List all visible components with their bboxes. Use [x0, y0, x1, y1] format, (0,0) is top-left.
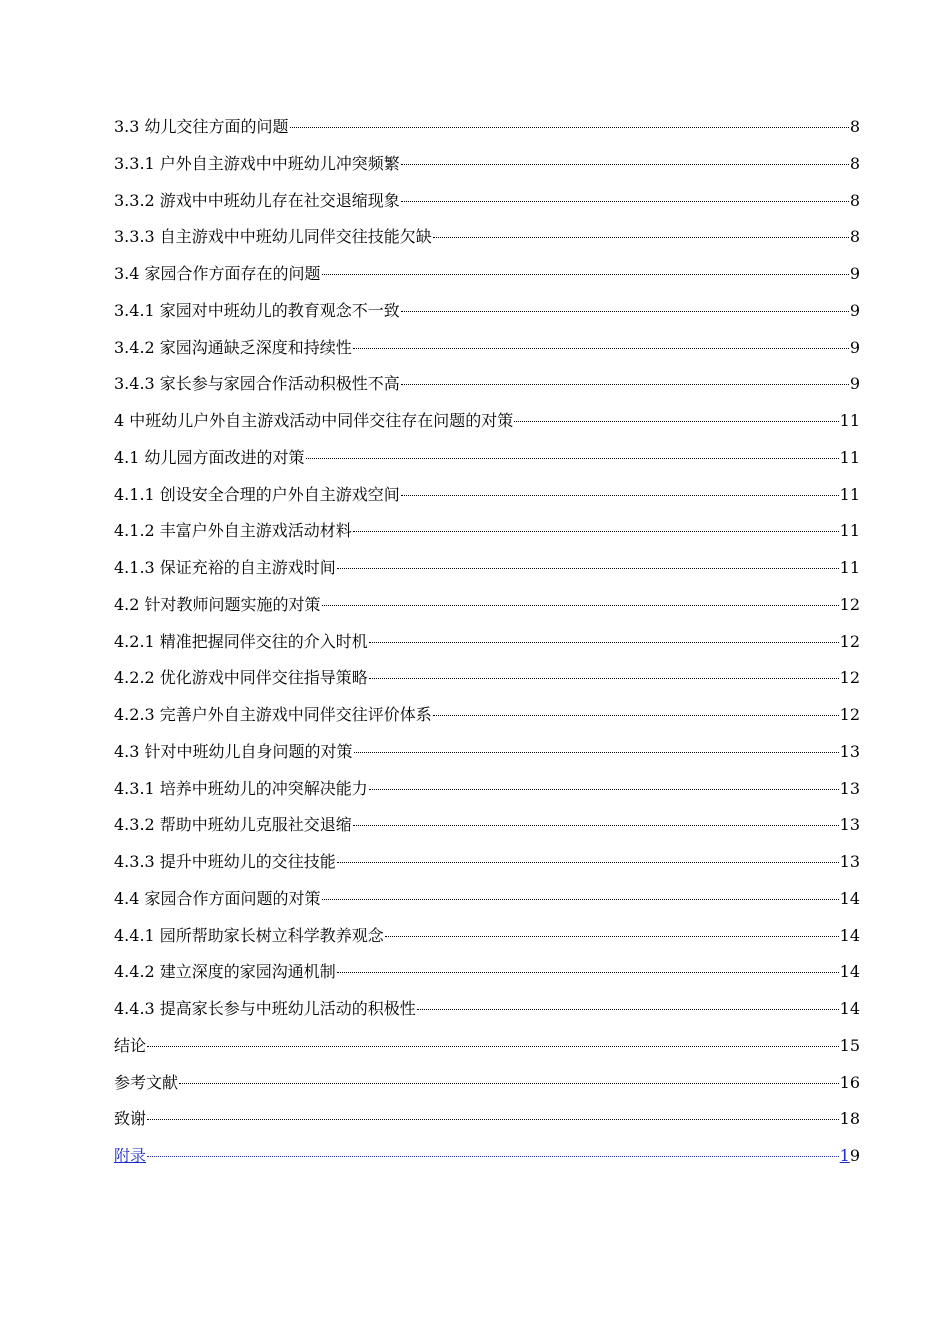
toc-entry[interactable]: [114, 844, 860, 881]
toc-entry-title: 3.4.1 家园对中班幼儿的教育观念不一致: [114, 300, 400, 320]
toc-entry-title: 3.4 家园合作方面存在的问题: [114, 264, 321, 283]
toc-entry-title: 致谢: [114, 1109, 147, 1129]
toc-entry[interactable]: [114, 624, 860, 661]
toc-entry-page: 9: [849, 337, 860, 357]
toc-entry-page: 13: [839, 741, 860, 761]
toc-entry[interactable]: [114, 256, 860, 293]
toc-entry-title: 4.2.2 优化游戏中同伴交往指导策略: [114, 668, 368, 688]
toc-entry-title: 4.3.3 提升中班幼儿的交往技能: [114, 852, 336, 871]
toc-entry[interactable]: [114, 881, 860, 918]
toc-entry[interactable]: [114, 734, 860, 771]
toc-dot-leader: [147, 1118, 839, 1120]
toc-entry-appendix-link[interactable]: [114, 1138, 860, 1175]
toc-entry[interactable]: [114, 1028, 860, 1065]
toc-dot-leader: [354, 751, 839, 753]
toc-dot-leader: [322, 898, 839, 900]
toc-dot-leader: [147, 1155, 839, 1157]
toc-entry-page: 18: [839, 1109, 860, 1129]
toc-entry[interactable]: [114, 1101, 860, 1138]
toc-entry-page: 11: [839, 484, 860, 504]
toc-entry-page: 9: [849, 374, 860, 394]
toc-entry-title: 4.2.3 完善户外自主游戏中同伴交往评价体系: [114, 705, 432, 724]
toc-dot-leader: [369, 677, 839, 679]
toc-entry-page: 14: [839, 888, 860, 908]
toc-entry[interactable]: [114, 183, 860, 220]
toc-dot-leader: [433, 714, 839, 716]
toc-page-link-digit[interactable]: 1: [839, 1146, 850, 1165]
toc-entry-title: 参考文献: [114, 1072, 179, 1092]
toc-dot-leader: [385, 935, 839, 937]
toc-entry-page: 9: [849, 264, 860, 283]
toc-entry[interactable]: [114, 146, 860, 183]
toc-entry[interactable]: [114, 440, 860, 477]
toc-dot-leader: [417, 1008, 839, 1010]
toc-entry-page: 8: [849, 227, 860, 247]
toc-entry-title: 4.3.2 帮助中班幼儿克服社交退缩: [114, 815, 352, 835]
toc-entry-title: 3.3.1 户外自主游戏中中班幼儿冲突频繁: [114, 153, 400, 173]
toc-entry-title: 结论: [114, 1035, 147, 1055]
toc-dot-leader: [322, 604, 839, 606]
toc-entry-title: 4.3 针对中班幼儿自身问题的对策: [114, 741, 353, 761]
toc-entry-title: 4.1.2 丰富户外自主游戏活动材料: [114, 521, 352, 541]
toc-entry[interactable]: [114, 109, 860, 146]
toc-entry-page: 12: [839, 594, 860, 614]
toc-entry-page: 14: [839, 925, 860, 945]
toc-entry[interactable]: [114, 918, 860, 955]
toc-dot-leader: [337, 861, 839, 863]
toc-entry[interactable]: [114, 587, 860, 624]
toc-entry-page: 11: [839, 411, 860, 430]
toc-entry-title: 4.4 家园合作方面问题的对策: [114, 888, 321, 908]
toc-entry-page: 14: [839, 999, 860, 1018]
toc-entry-title: 4.1 幼儿园方面改进的对策: [114, 447, 305, 467]
toc-dot-leader: [337, 567, 839, 569]
toc-entry-title: 3.3.3 自主游戏中中班幼儿同伴交往技能欠缺: [114, 227, 432, 247]
toc-entry-page: 16: [839, 1072, 860, 1092]
toc-dot-leader: [147, 1045, 839, 1047]
toc-entry-title: 4.4.2 建立深度的家园沟通机制: [114, 962, 336, 982]
toc-entry[interactable]: [114, 477, 860, 514]
toc-entry-title: 4.1.1 创设安全合理的户外自主游戏空间: [114, 484, 400, 504]
toc-entry[interactable]: [114, 330, 860, 367]
toc-entry-page: [840, 1138, 860, 1175]
toc-entry[interactable]: [114, 807, 860, 844]
toc-entry[interactable]: [114, 1065, 860, 1102]
toc-dot-leader: [369, 641, 839, 643]
toc-entry[interactable]: [114, 550, 860, 587]
toc-entry[interactable]: [114, 293, 860, 330]
toc-entry-page: 11: [839, 447, 860, 467]
toc-entry-page: 12: [839, 705, 860, 724]
toc-dot-leader: [401, 383, 849, 385]
toc-dot-leader: [353, 530, 839, 532]
toc-entry[interactable]: [114, 403, 860, 440]
toc-dot-leader: [433, 236, 849, 238]
toc-entry[interactable]: [114, 771, 860, 808]
toc-entry[interactable]: [114, 660, 860, 697]
toc-entry-page: 12: [839, 668, 860, 688]
toc-entry[interactable]: [114, 954, 860, 991]
toc-entry-page: 11: [839, 558, 860, 577]
toc-entry-title: 4.4.3 提高家长参与中班幼儿活动的积极性: [114, 999, 416, 1018]
table-of-contents: [114, 109, 860, 1175]
toc-entry-title: 3.4.3 家长参与家园合作活动积极性不高: [114, 374, 400, 394]
toc-entry-page: 15: [839, 1035, 860, 1055]
toc-entry-title: 4.4.1 园所帮助家长树立科学教养观念: [114, 925, 384, 945]
toc-dot-leader: [401, 310, 849, 312]
toc-dot-leader: [353, 347, 849, 349]
toc-entry[interactable]: [114, 991, 860, 1028]
toc-entry-page: 13: [839, 815, 860, 835]
toc-entry-title[interactable]: 附录: [114, 1146, 147, 1165]
toc-dot-leader: [322, 273, 849, 275]
toc-dot-leader: [369, 788, 839, 790]
toc-entry-title: 4.3.1 培养中班幼儿的冲突解决能力: [114, 778, 368, 798]
toc-dot-leader: [290, 126, 849, 128]
toc-entry-page: 9: [849, 300, 860, 320]
toc-entry-page: 8: [849, 190, 860, 210]
toc-dot-leader: [337, 971, 839, 973]
toc-entry[interactable]: [114, 366, 860, 403]
toc-dot-leader: [514, 420, 838, 422]
toc-entry-page: 8: [849, 117, 860, 136]
toc-entry-title: 3.3.2 游戏中中班幼儿存在社交退缩现象: [114, 190, 400, 210]
toc-entry-page: 8: [849, 153, 860, 173]
toc-dot-leader: [179, 1082, 839, 1084]
toc-page-rest-digit: 9: [849, 1146, 860, 1165]
toc-entry-title: 4.1.3 保证充裕的自主游戏时间: [114, 558, 336, 577]
toc-entry-title: 4 中班幼儿户外自主游戏活动中同伴交往存在问题的对策: [114, 411, 514, 430]
toc-entry[interactable]: [114, 219, 860, 256]
toc-dot-leader: [353, 824, 839, 826]
toc-entry-page: 13: [839, 778, 860, 798]
toc-dot-leader: [306, 457, 839, 459]
toc-entry-page: 13: [839, 852, 860, 871]
toc-entry-title: 3.4.2 家园沟通缺乏深度和持续性: [114, 337, 352, 357]
toc-entry-page: 14: [839, 962, 860, 982]
toc-entry-page: 11: [839, 521, 860, 541]
toc-entry[interactable]: [114, 697, 860, 734]
toc-dot-leader: [401, 200, 849, 202]
toc-entry-title: 4.2 针对教师问题实施的对策: [114, 594, 321, 614]
toc-dot-leader: [401, 494, 839, 496]
toc-entry[interactable]: [114, 513, 860, 550]
toc-entry-title: 4.2.1 精准把握同伴交往的介入时机: [114, 631, 368, 651]
toc-dot-leader: [401, 163, 849, 165]
toc-entry-title: 3.3 幼儿交往方面的问题: [114, 117, 289, 136]
toc-entry-page: 12: [839, 631, 860, 651]
